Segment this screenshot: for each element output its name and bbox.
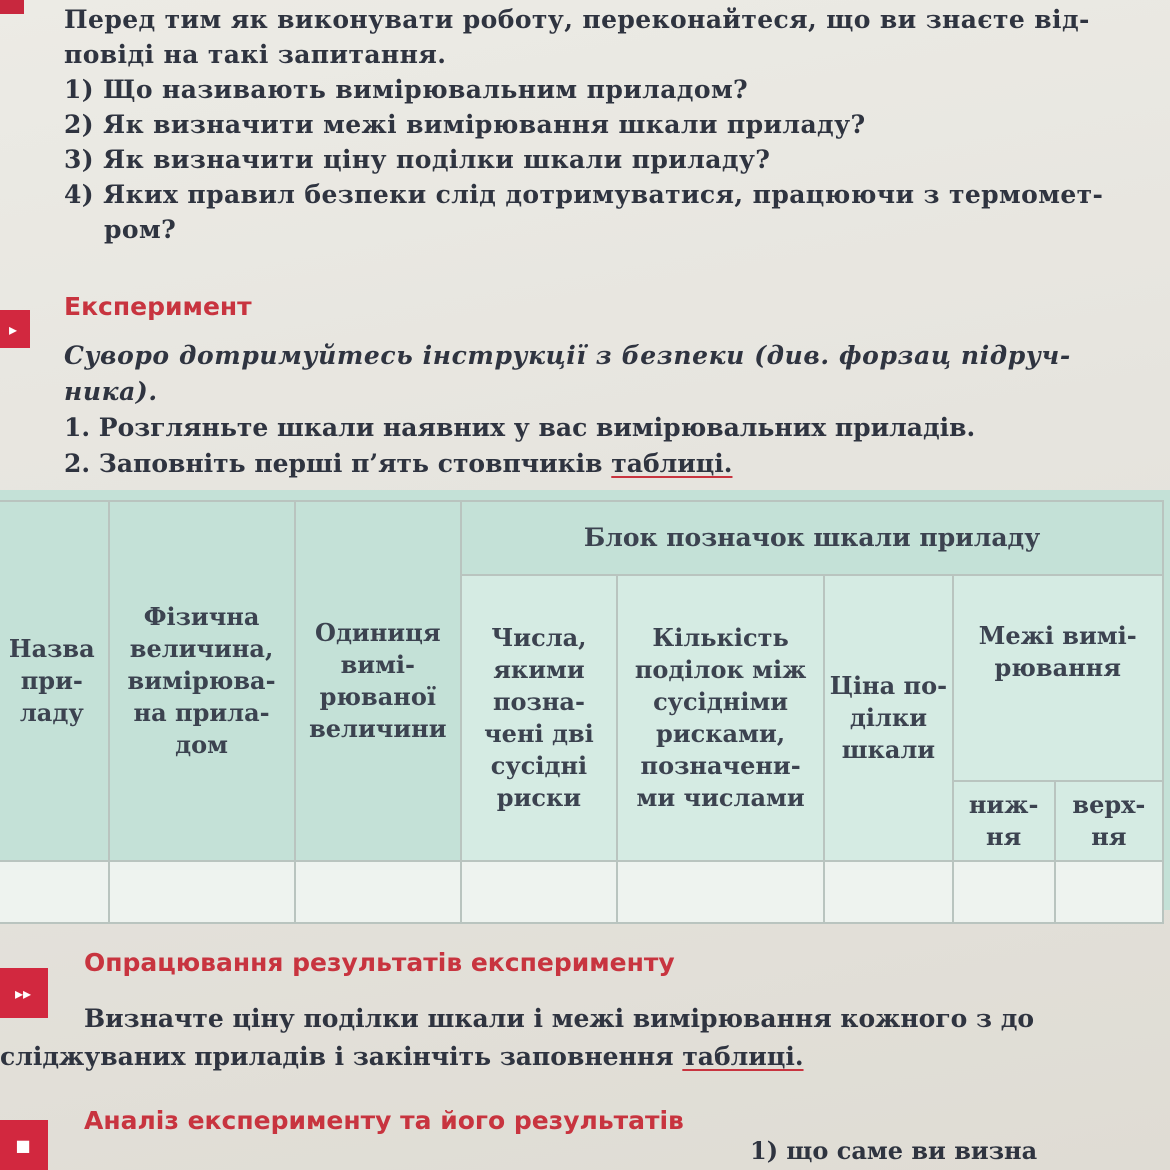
col-header-physical-quantity: Фізична величина, вимірюва- на прила- дом — [109, 501, 295, 861]
fast-forward-marker-icon: ▸▸ — [0, 968, 48, 1018]
processing-title: Опрацювання результатів експерименту — [84, 948, 675, 977]
col-header-unit: Одиниця вимі- рюваної величини — [295, 501, 461, 861]
col-header-numbers: Числа, якими позна- чені дві сусідні риски — [461, 575, 617, 861]
play-marker-icon: ▸ — [0, 310, 30, 348]
question-list — [64, 72, 1130, 247]
analysis-partial-text: 1) що саме ви визна — [750, 1136, 1038, 1165]
col-header-division-value: Ціна по- ділки шкали — [824, 575, 952, 861]
col-header-lower: ниж- ня — [953, 781, 1055, 861]
processing-body — [84, 1000, 1170, 1038]
measurement-table-area — [0, 490, 1170, 910]
table-cell[interactable] — [461, 861, 617, 923]
table-cell[interactable] — [953, 861, 1055, 923]
step-2-underlined-word: таблиці. — [611, 449, 733, 478]
table-cell[interactable] — [295, 861, 461, 923]
processing-underlined-word: таблиці. — [682, 1042, 804, 1071]
question-4-line-1: 4) Яких правил безпеки слід дотримуватися, працюючи з термомет- — [64, 180, 1104, 209]
col-header-limits: Межі вимі- рювання — [953, 575, 1164, 781]
intro-line-1: Перед тим як виконувати роботу, переконайтеся, що ви знаєте від- — [64, 5, 1090, 34]
processing-line-1: Визначте ціну поділки шкали і межі вимірювання кожного з до — [84, 1004, 1035, 1033]
analysis-title: Аналіз експерименту та його результатів — [84, 1106, 684, 1135]
header-scale-block: Блок позначок шкали приладу — [461, 501, 1163, 575]
section-marker-top — [0, 0, 24, 14]
table-cell[interactable] — [1055, 861, 1163, 923]
step-2-text: 2. Заповніть перші п’ять стовпчиків — [64, 449, 603, 478]
table-cell[interactable] — [824, 861, 952, 923]
table-cell[interactable] — [0, 861, 109, 923]
experiment-steps — [64, 410, 1140, 482]
experiment-body — [64, 338, 1140, 482]
processing-line-2: сліджуваних приладів і закінчіть заповнення — [0, 1042, 674, 1071]
analysis-body — [750, 1132, 1037, 1170]
question-2: 2) Як визначити межі вимірювання шкали приладу? — [64, 110, 866, 139]
col-header-division-count: Кількість поділок між сусідніми рисками, позначени- ми числами — [617, 575, 824, 861]
question-4 — [64, 177, 1130, 247]
question-1: 1) Що називають вимірювальним приладом? — [64, 75, 749, 104]
step-2 — [64, 446, 1140, 482]
preparation-questions — [64, 2, 1130, 247]
step-1: 1. Розгляньте шкали наявних у вас вимірювальних приладів. — [64, 413, 976, 442]
col-header-device-name: Назва при- ладу — [0, 501, 109, 861]
question-4-line-2: ром? — [104, 215, 177, 244]
processing-line-2-wrap — [0, 1038, 804, 1076]
safety-instruction-line-2: ника). — [64, 377, 158, 406]
square-marker-icon: ■ — [0, 1120, 48, 1170]
intro-line-2: повіді на такі запитання. — [64, 40, 447, 69]
col-header-upper: верх- ня — [1055, 781, 1163, 861]
measurement-table — [0, 500, 1164, 924]
experiment-title: Експеримент — [64, 292, 252, 321]
safety-instruction-line-1: Суворо дотримуйтесь інструкції з безпеки (див. форзац підруч- — [64, 341, 1071, 370]
table-cell[interactable] — [617, 861, 824, 923]
question-3: 3) Як визначити ціну поділки шкали приладу? — [64, 145, 771, 174]
table-cell[interactable] — [109, 861, 295, 923]
